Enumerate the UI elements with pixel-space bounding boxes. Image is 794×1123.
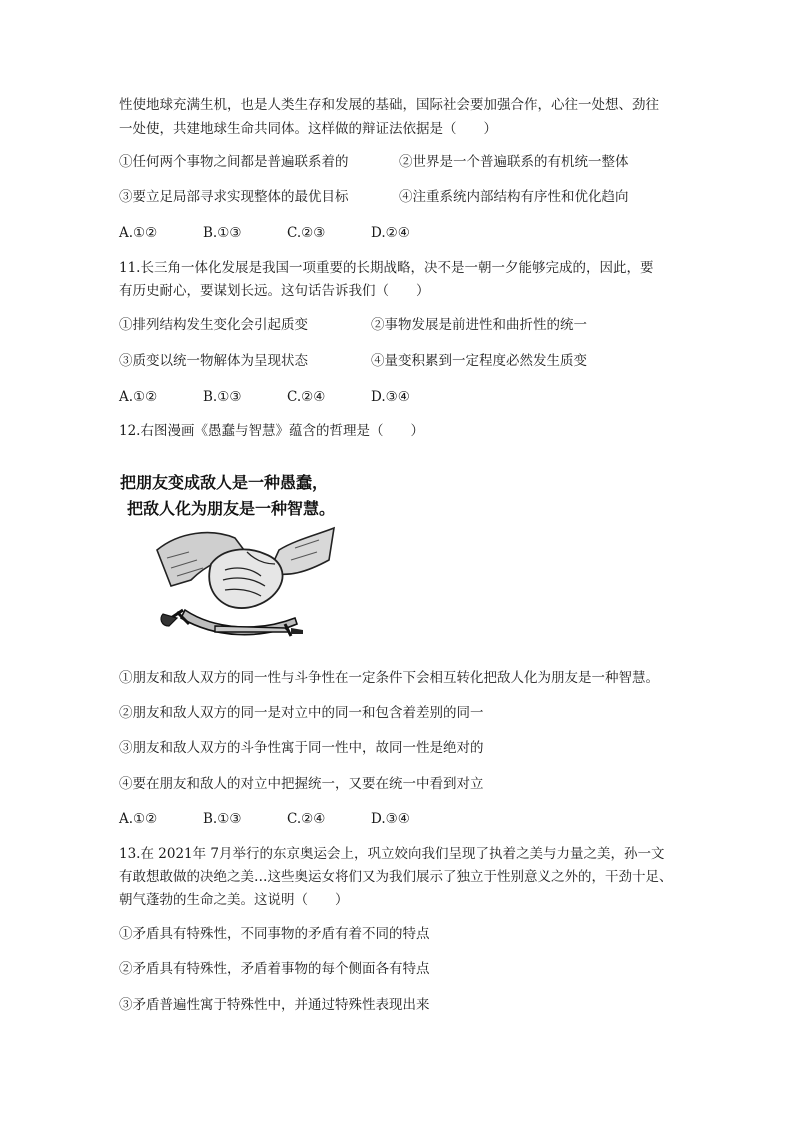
q12-option-a: A.①② — [119, 811, 158, 827]
q11-statement-4: ④量变积累到一定程度必然发生质变 — [371, 353, 587, 369]
q11-option-a: A.①② — [119, 389, 158, 405]
q10-statement-2: ②世界是一个普遍联系的有机统一整体 — [399, 154, 629, 170]
q12-statement-3: ③朋友和敌人双方的斗争性寓于同一性中，故同一性是绝对的 — [119, 740, 484, 756]
handshake-over-knives-icon — [119, 468, 349, 650]
q13-statement-2: ②矛盾具有特殊性，矛盾着事物的每个侧面各有特点 — [119, 961, 430, 977]
q12-stem: 12.右图漫画《愚蠢与智慧》蕴含的哲理是（ ） — [119, 423, 424, 439]
q10-option-a: A.①② — [119, 225, 158, 241]
q10-option-c: C.②③ — [287, 225, 326, 241]
q11-option-d: D.③④ — [371, 389, 410, 405]
q12-statement-2: ②朋友和敌人双方的同一是对立中的同一和包含着差别的同一 — [119, 705, 484, 721]
handshake-cartoon — [119, 468, 349, 650]
q12-option-c: C.②④ — [287, 811, 326, 827]
q13-stem-line-2: 有敢想敢做的决绝之美…这些奥运女将们又为我们展示了独立于性别意义之外的，干劲十足、 — [119, 869, 673, 885]
q11-option-b: B.①③ — [203, 389, 242, 405]
q11-stem-line-1: 11.长三角一体化发展是我国一项重要的长期战略，决不是一朝一夕能够完成的，因此，要 — [119, 260, 654, 276]
q13-stem-line-3: 朝气蓬勃的生命之美。这说明（ ） — [119, 892, 349, 908]
q11-statement-1: ①排列结构发生变化会引起质变 — [119, 317, 308, 333]
q13-statement-3: ③矛盾普遍性寓于特殊性中，并通过特殊性表现出来 — [119, 997, 430, 1013]
q11-statement-3: ③质变以统一物解体为呈现状态 — [119, 353, 308, 369]
cartoon-caption-line-2: 把敌人化为朋友是一种智慧。 — [127, 499, 336, 518]
q11-statement-2: ②事物发展是前进性和曲折性的统一 — [371, 317, 587, 333]
q10-stem-line-1: 性使地球充满生机，也是人类生存和发展的基础，国际社会要加强合作，心往一处想、劲往 — [119, 97, 659, 113]
q10-option-d: D.②④ — [371, 225, 410, 241]
q12-option-d: D.③④ — [371, 811, 410, 827]
q10-stem-line-2: 一处使，共建地球生命共同体。这样做的辩证法依据是（ ） — [119, 121, 497, 137]
q12-statement-1: ①朋友和敌人双方的同一性与斗争性在一定条件下会相互转化把敌人化为朋友是一种智慧。 — [119, 670, 659, 686]
q13-stem-line-1: 13.在 2021年 7月举行的东京奥运会上，巩立姣向我们呈现了执着之美与力量之美，孙一文 — [119, 846, 665, 862]
q13-statement-1: ①矛盾具有特殊性，不同事物的矛盾有着不同的特点 — [119, 926, 430, 942]
q10-statement-1: ①任何两个事物之间都是普遍联系着的 — [119, 154, 349, 170]
q12-statement-4: ④要在朋友和敌人的对立中把握统一，又要在统一中看到对立 — [119, 776, 484, 792]
q10-statement-3: ③要立足局部寻求实现整体的最优目标 — [119, 189, 349, 205]
q11-stem-line-2: 有历史耐心，要谋划长远。这句话告诉我们（ ） — [119, 283, 430, 299]
cartoon-caption-line-1: 把朋友变成敌人是一种愚蠢， — [120, 473, 329, 492]
q11-option-c: C.②④ — [287, 389, 326, 405]
q12-option-b: B.①③ — [203, 811, 242, 827]
q10-statement-4: ④注重系统内部结构有序性和优化趋向 — [399, 189, 629, 205]
q10-option-b: B.①③ — [203, 225, 242, 241]
